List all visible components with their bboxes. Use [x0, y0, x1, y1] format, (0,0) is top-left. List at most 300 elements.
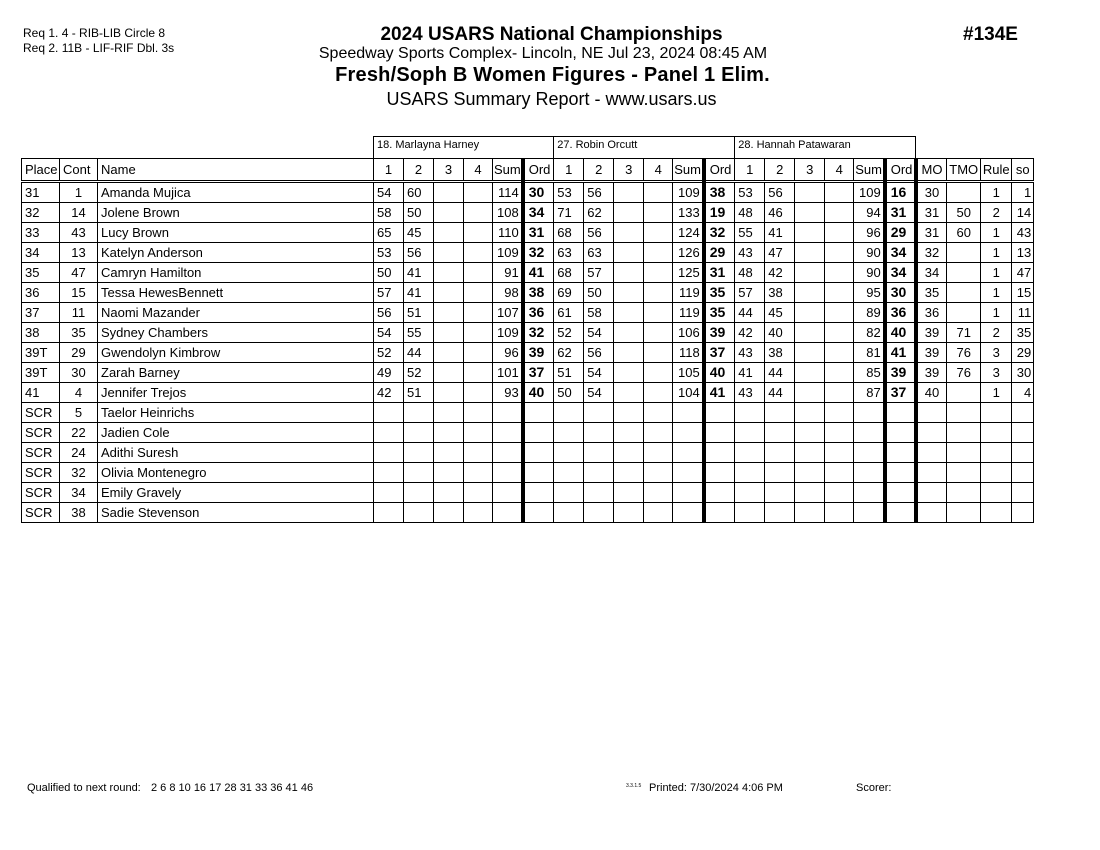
ordinal-cell	[704, 483, 735, 503]
score-cell	[434, 243, 464, 263]
ordinal-cell: 31	[523, 223, 554, 243]
qualified-list: 2 6 8 10 16 17 28 31 33 36 41 46	[151, 782, 314, 794]
mo-cell: 39	[916, 343, 947, 363]
score-cell	[795, 483, 825, 503]
score-cell	[644, 443, 673, 463]
score-cell: 54	[584, 323, 614, 343]
cont-cell: 22	[60, 423, 98, 443]
score-cell	[614, 263, 644, 283]
sum-cell	[854, 403, 885, 423]
mo-cell: 31	[916, 203, 947, 223]
score-cell	[434, 283, 464, 303]
score-cell: 56	[584, 182, 614, 203]
name-cell: Tessa HewesBennett	[98, 283, 374, 303]
score-cell: 41	[735, 363, 765, 383]
sum-cell: 85	[854, 363, 885, 383]
rule-cell	[981, 403, 1012, 423]
score-cell	[554, 443, 584, 463]
score-cell	[554, 423, 584, 443]
table-row	[22, 503, 1034, 523]
tmo-cell: 76	[947, 363, 981, 383]
name-cell: Jolene Brown	[98, 203, 374, 223]
score-cell	[374, 443, 404, 463]
tmo-cell	[947, 263, 981, 283]
score-cell: 50	[374, 263, 404, 283]
table-row	[22, 463, 1034, 483]
so-cell: 15	[1012, 283, 1034, 303]
score-cell: 38	[765, 283, 795, 303]
requirement-2: Req 2. 11B - LIF-RIF Dbl. 3s	[23, 41, 175, 55]
score-cell: 53	[554, 182, 584, 203]
score-cell	[464, 443, 493, 463]
tmo-cell	[947, 403, 981, 423]
sum-cell: 114	[493, 182, 523, 203]
ordinal-cell	[885, 403, 916, 423]
tmo-cell	[947, 283, 981, 303]
ordinal-cell: 40	[523, 383, 554, 403]
score-cell	[434, 443, 464, 463]
name-cell: Zarah Barney	[98, 363, 374, 383]
ordinal-cell: 16	[885, 182, 916, 203]
score-cell	[614, 323, 644, 343]
ordinal-cell: 40	[704, 363, 735, 383]
sum-cell: 107	[493, 303, 523, 323]
col-place: Place	[22, 159, 60, 182]
sum-cell: 126	[673, 243, 704, 263]
name-cell: Adithi Suresh	[98, 443, 374, 463]
place-cell: 37	[22, 303, 60, 323]
score-cell	[765, 443, 795, 463]
so-cell	[1012, 443, 1034, 463]
mo-cell	[916, 463, 947, 483]
sum-cell: 108	[493, 203, 523, 223]
so-cell: 29	[1012, 343, 1034, 363]
sum-cell	[673, 443, 704, 463]
so-cell: 11	[1012, 303, 1034, 323]
tmo-cell	[947, 383, 981, 403]
blank-cell	[916, 137, 1034, 159]
score-cell	[584, 463, 614, 483]
score-cell: 49	[374, 363, 404, 383]
ordinal-cell: 41	[704, 383, 735, 403]
sum-cell	[673, 483, 704, 503]
score-cell: 58	[584, 303, 614, 323]
score-cell	[795, 443, 825, 463]
name-cell: Jadien Cole	[98, 423, 374, 443]
ordinal-cell: 35	[704, 303, 735, 323]
sum-cell: 124	[673, 223, 704, 243]
tmo-cell	[947, 243, 981, 263]
sum-cell: 104	[673, 383, 704, 403]
place-cell: SCR	[22, 503, 60, 523]
place-cell: 33	[22, 223, 60, 243]
score-cell	[584, 503, 614, 523]
score-cell	[584, 443, 614, 463]
score-cell: 57	[584, 263, 614, 283]
rule-cell: 3	[981, 343, 1012, 363]
score-cell: 46	[765, 203, 795, 223]
ordinal-cell: 38	[704, 182, 735, 203]
name-cell: Lucy Brown	[98, 223, 374, 243]
name-cell: Sydney Chambers	[98, 323, 374, 343]
score-cell	[434, 383, 464, 403]
score-cell	[584, 403, 614, 423]
mo-cell: 31	[916, 223, 947, 243]
sum-cell: 94	[854, 203, 885, 223]
name-cell: Camryn Hamilton	[98, 263, 374, 283]
score-cell	[825, 443, 854, 463]
blank-cell	[22, 137, 374, 159]
ordinal-cell	[704, 463, 735, 483]
place-cell: 35	[22, 263, 60, 283]
ordinal-cell: 29	[704, 243, 735, 263]
score-cell	[464, 182, 493, 203]
score-cell	[434, 203, 464, 223]
score-cell	[464, 363, 493, 383]
score-cell: 38	[765, 343, 795, 363]
score-cell: 47	[765, 243, 795, 263]
sum-cell	[854, 503, 885, 523]
so-cell: 43	[1012, 223, 1034, 243]
score-cell	[434, 263, 464, 283]
sum-cell: 90	[854, 263, 885, 283]
cont-cell: 11	[60, 303, 98, 323]
mo-cell: 36	[916, 303, 947, 323]
col-mo: MO	[916, 159, 947, 182]
score-cell	[795, 463, 825, 483]
sum-cell: 98	[493, 283, 523, 303]
score-cell: 55	[404, 323, 434, 343]
sum-cell	[854, 483, 885, 503]
tmo-cell	[947, 443, 981, 463]
sum-cell	[493, 483, 523, 503]
table-row	[22, 323, 1034, 343]
score-cell	[434, 182, 464, 203]
place-cell: SCR	[22, 483, 60, 503]
score-cell: 51	[554, 363, 584, 383]
venue-line: Speedway Sports Complex- Lincoln, NE Jul 23, 2024 08:45 AM	[318, 45, 768, 62]
score-cell: 51	[404, 303, 434, 323]
score-cell: 52	[374, 343, 404, 363]
printed-timestamp: Printed: 7/30/2024 4:06 PM	[649, 782, 783, 794]
sum-cell: 119	[673, 283, 704, 303]
score-cell	[765, 403, 795, 423]
score-cell	[825, 463, 854, 483]
col-judge-3-2: 2	[765, 159, 795, 182]
score-cell: 52	[404, 363, 434, 383]
score-cell	[735, 443, 765, 463]
score-cell	[374, 503, 404, 523]
score-cell	[644, 182, 673, 203]
score-cell	[644, 283, 673, 303]
rule-cell	[981, 503, 1012, 523]
rule-cell: 2	[981, 203, 1012, 223]
mo-cell	[916, 503, 947, 523]
cont-cell: 47	[60, 263, 98, 283]
rule-cell: 3	[981, 363, 1012, 383]
score-cell	[795, 403, 825, 423]
score-cell	[735, 483, 765, 503]
so-cell: 4	[1012, 383, 1034, 403]
col-judge-2-1: 1	[554, 159, 584, 182]
place-cell: 34	[22, 243, 60, 263]
score-cell: 58	[374, 203, 404, 223]
so-cell: 30	[1012, 363, 1034, 383]
score-cell: 54	[584, 363, 614, 383]
score-cell	[795, 203, 825, 223]
table-row	[22, 182, 1034, 203]
score-cell: 50	[584, 283, 614, 303]
score-cell	[434, 483, 464, 503]
sum-cell	[854, 443, 885, 463]
ordinal-cell: 32	[523, 323, 554, 343]
sum-cell: 91	[493, 263, 523, 283]
col-so: so	[1012, 159, 1034, 182]
score-cell	[735, 463, 765, 483]
score-cell	[434, 423, 464, 443]
col-judge-1-ord: Ord	[523, 159, 554, 182]
sum-cell: 82	[854, 323, 885, 343]
score-cell: 42	[374, 383, 404, 403]
cont-cell: 30	[60, 363, 98, 383]
mo-cell	[916, 483, 947, 503]
sum-cell: 87	[854, 383, 885, 403]
score-cell: 56	[584, 223, 614, 243]
sum-cell	[673, 503, 704, 523]
ordinal-cell: 39	[523, 343, 554, 363]
place-cell: 39T	[22, 363, 60, 383]
ordinal-cell	[885, 483, 916, 503]
name-cell: Olivia Montenegro	[98, 463, 374, 483]
score-cell	[464, 343, 493, 363]
score-cell: 55	[735, 223, 765, 243]
score-cell: 54	[374, 323, 404, 343]
sum-cell	[493, 443, 523, 463]
score-cell: 56	[404, 243, 434, 263]
score-cell: 48	[735, 203, 765, 223]
cont-cell: 1	[60, 182, 98, 203]
mo-cell	[916, 403, 947, 423]
ordinal-cell: 39	[704, 323, 735, 343]
score-cell: 56	[584, 343, 614, 363]
score-cell	[584, 423, 614, 443]
mo-cell: 39	[916, 363, 947, 383]
score-cell: 50	[554, 383, 584, 403]
cont-cell: 14	[60, 203, 98, 223]
score-cell	[614, 243, 644, 263]
sum-cell: 109	[493, 243, 523, 263]
score-cell: 61	[554, 303, 584, 323]
score-cell: 53	[374, 243, 404, 263]
name-cell: Sadie Stevenson	[98, 503, 374, 523]
sum-cell: 106	[673, 323, 704, 343]
score-cell	[614, 443, 644, 463]
score-cell: 69	[554, 283, 584, 303]
sum-cell	[493, 503, 523, 523]
score-cell	[374, 483, 404, 503]
table-row	[22, 423, 1034, 443]
place-cell: 31	[22, 182, 60, 203]
score-cell	[614, 403, 644, 423]
score-cell	[434, 503, 464, 523]
ordinal-cell: 36	[523, 303, 554, 323]
cont-cell: 34	[60, 483, 98, 503]
score-cell	[404, 503, 434, 523]
so-cell	[1012, 463, 1034, 483]
so-cell: 13	[1012, 243, 1034, 263]
score-cell	[825, 363, 854, 383]
requirement-1: Req 1. 4 - RIB-LIB Circle 8	[23, 26, 166, 40]
col-judge-3-3: 3	[795, 159, 825, 182]
score-cell: 44	[404, 343, 434, 363]
score-cell: 44	[765, 363, 795, 383]
sum-cell: 101	[493, 363, 523, 383]
sum-cell	[493, 403, 523, 423]
score-cell: 60	[404, 182, 434, 203]
score-cell	[434, 463, 464, 483]
so-cell: 1	[1012, 182, 1034, 203]
name-cell: Taelor Heinrichs	[98, 403, 374, 423]
score-cell	[825, 483, 854, 503]
score-cell: 44	[735, 303, 765, 323]
ordinal-cell	[885, 503, 916, 523]
cont-cell: 43	[60, 223, 98, 243]
sum-cell: 90	[854, 243, 885, 263]
event-number: #134E	[963, 24, 1018, 45]
cont-cell: 13	[60, 243, 98, 263]
sum-cell	[673, 403, 704, 423]
score-cell	[825, 263, 854, 283]
ordinal-cell: 31	[704, 263, 735, 283]
col-tmo: TMO	[947, 159, 981, 182]
ordinal-cell: 41	[523, 263, 554, 283]
ordinal-cell	[704, 403, 735, 423]
score-cell	[825, 223, 854, 243]
score-cell	[404, 463, 434, 483]
ordinal-cell	[885, 443, 916, 463]
score-cell: 40	[765, 323, 795, 343]
sum-cell	[493, 463, 523, 483]
rule-cell: 2	[981, 323, 1012, 343]
score-cell	[825, 423, 854, 443]
col-name: Name	[98, 159, 374, 182]
judge-1-name: 18. Marlayna Harney	[374, 137, 554, 159]
score-cell	[614, 463, 644, 483]
col-judge-3-ord: Ord	[885, 159, 916, 182]
judge-header-row	[22, 137, 1034, 159]
col-judge-2-2: 2	[584, 159, 614, 182]
score-cell	[644, 423, 673, 443]
score-cell	[614, 223, 644, 243]
table-row	[22, 443, 1034, 463]
tmo-cell	[947, 483, 981, 503]
ordinal-cell: 32	[704, 223, 735, 243]
qualified-label: Qualified to next round:	[27, 782, 141, 794]
score-cell	[464, 483, 493, 503]
score-cell	[614, 503, 644, 523]
score-cell	[464, 263, 493, 283]
results-table	[21, 136, 1034, 523]
score-cell	[795, 323, 825, 343]
ordinal-cell: 39	[885, 363, 916, 383]
place-cell: SCR	[22, 463, 60, 483]
ordinal-cell	[523, 403, 554, 423]
score-cell	[464, 463, 493, 483]
score-cell	[644, 243, 673, 263]
score-cell	[735, 403, 765, 423]
score-cell: 62	[584, 203, 614, 223]
score-cell: 43	[735, 243, 765, 263]
rule-cell: 1	[981, 182, 1012, 203]
sum-cell: 96	[854, 223, 885, 243]
ordinal-cell	[704, 443, 735, 463]
sum-cell: 96	[493, 343, 523, 363]
so-cell: 47	[1012, 263, 1034, 283]
score-cell	[644, 503, 673, 523]
so-cell	[1012, 503, 1034, 523]
score-cell	[374, 403, 404, 423]
ordinal-cell: 31	[885, 203, 916, 223]
name-cell: Amanda Mujica	[98, 182, 374, 203]
score-cell	[825, 182, 854, 203]
scorer-label: Scorer:	[856, 782, 892, 794]
score-cell: 71	[554, 203, 584, 223]
score-cell	[434, 303, 464, 323]
score-cell	[464, 223, 493, 243]
score-cell	[644, 483, 673, 503]
name-cell: Katelyn Anderson	[98, 243, 374, 263]
table-row	[22, 223, 1034, 243]
place-cell: 36	[22, 283, 60, 303]
score-cell	[825, 503, 854, 523]
score-cell	[825, 203, 854, 223]
score-cell	[374, 463, 404, 483]
table-row	[22, 303, 1034, 323]
score-cell	[434, 403, 464, 423]
ordinal-cell	[523, 503, 554, 523]
score-cell: 68	[554, 263, 584, 283]
score-cell	[735, 503, 765, 523]
cont-cell: 38	[60, 503, 98, 523]
score-cell	[825, 303, 854, 323]
score-cell	[825, 343, 854, 363]
score-cell	[404, 403, 434, 423]
ordinal-cell: 34	[885, 243, 916, 263]
ordinal-cell	[704, 503, 735, 523]
ordinal-cell: 40	[885, 323, 916, 343]
col-judge-1-2: 2	[404, 159, 434, 182]
tmo-cell: 76	[947, 343, 981, 363]
score-cell: 57	[374, 283, 404, 303]
tmo-cell	[947, 463, 981, 483]
mo-cell: 30	[916, 182, 947, 203]
ordinal-cell	[704, 423, 735, 443]
score-cell	[614, 343, 644, 363]
ordinal-cell: 32	[523, 243, 554, 263]
score-cell	[614, 203, 644, 223]
table-row	[22, 203, 1034, 223]
place-cell: SCR	[22, 403, 60, 423]
score-cell	[584, 483, 614, 503]
score-cell	[614, 303, 644, 323]
score-cell	[614, 423, 644, 443]
sum-cell: 133	[673, 203, 704, 223]
score-cell	[374, 423, 404, 443]
mo-cell: 34	[916, 263, 947, 283]
rule-cell	[981, 443, 1012, 463]
mo-cell	[916, 443, 947, 463]
ordinal-cell	[523, 443, 554, 463]
